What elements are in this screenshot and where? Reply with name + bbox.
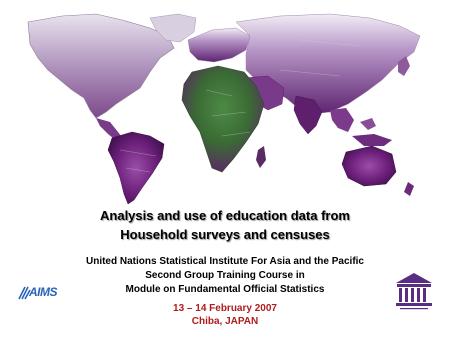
event-date: 13 – 14 February 2007 bbox=[173, 303, 277, 314]
aims-logo-text: AIMS bbox=[29, 285, 57, 299]
aims-logo bbox=[17, 284, 65, 302]
unesco-logo bbox=[392, 271, 436, 311]
organizer-name: United Nations Statistical Institute For Asia and the Pacific bbox=[85, 256, 364, 267]
slide-title-line1: Analysis and use of education data from bbox=[100, 208, 350, 223]
module-name: Module on Fundamental Official Statistics bbox=[125, 284, 325, 295]
event-location: Chiba, JAPAN bbox=[191, 316, 259, 327]
course-name: Second Group Training Course in bbox=[145, 270, 305, 281]
slide-title-line2: Household surveys and censuses bbox=[120, 227, 330, 242]
